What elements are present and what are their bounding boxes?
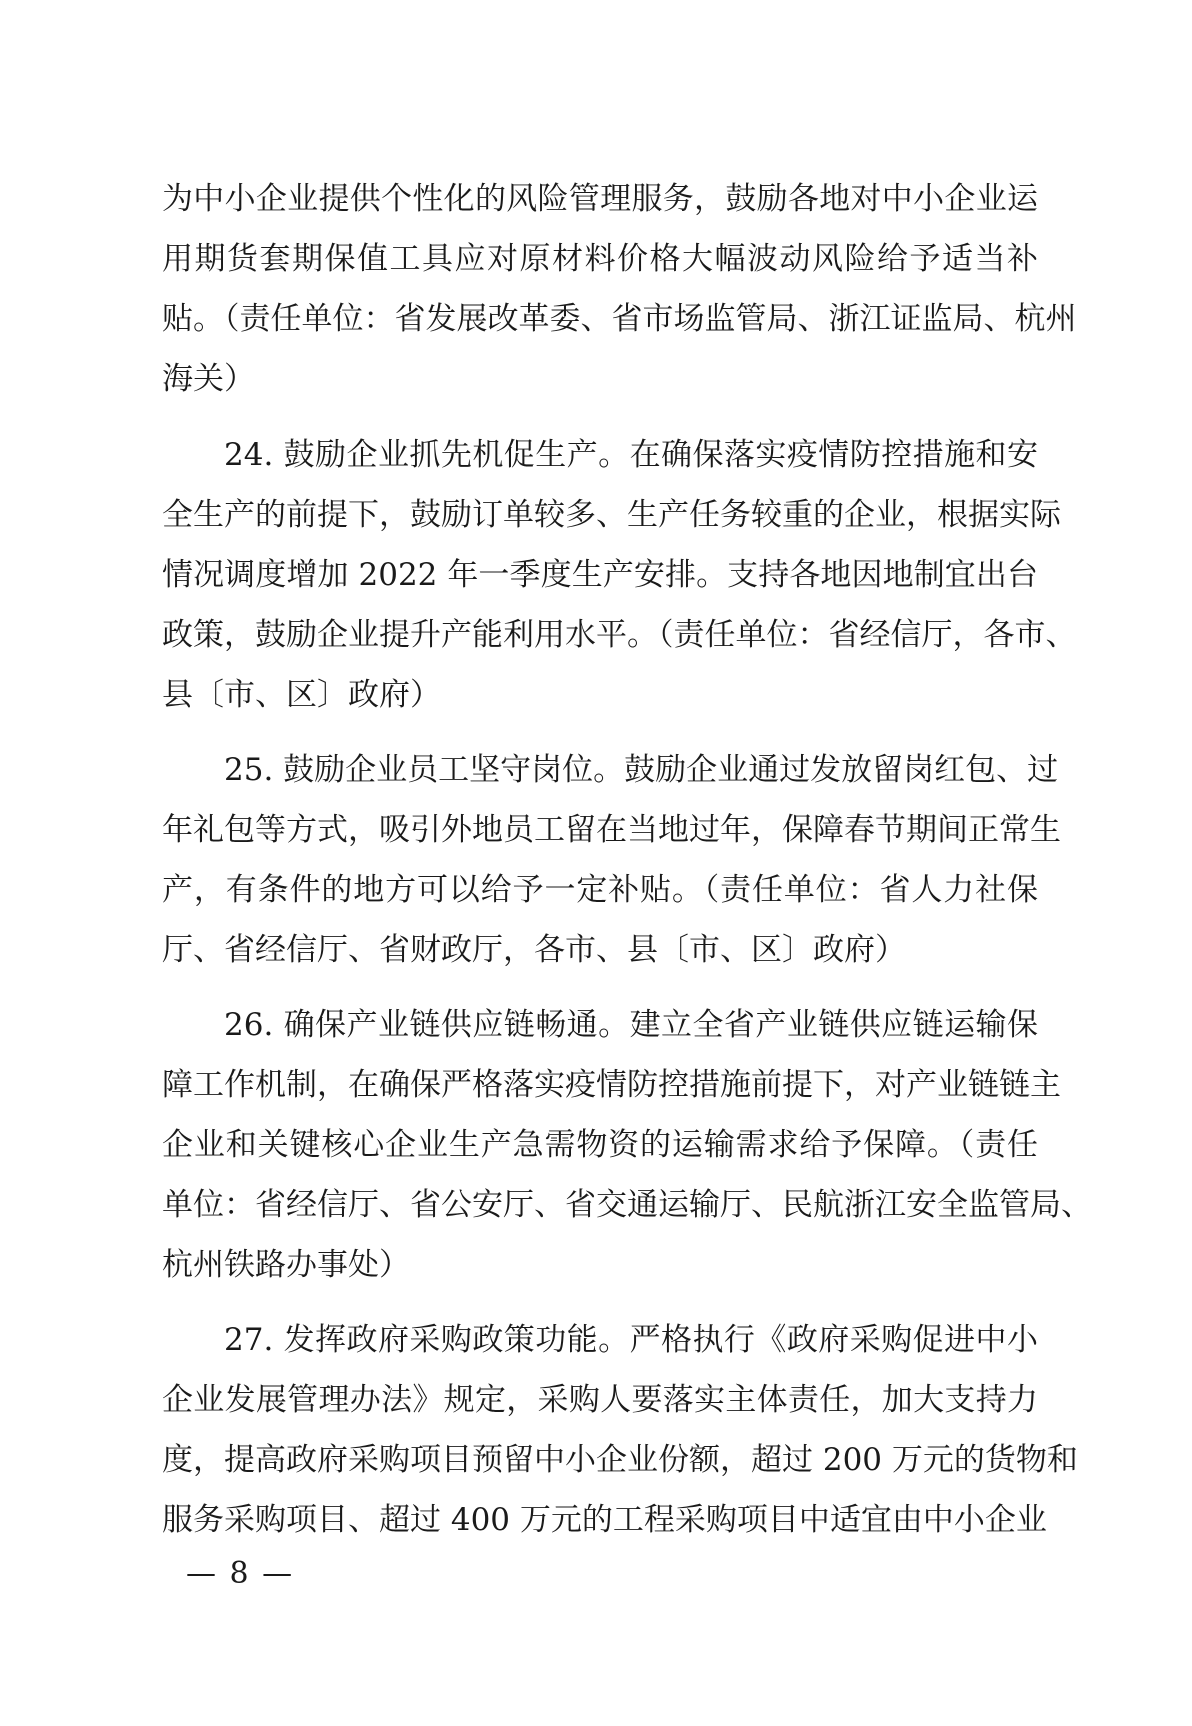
text-line: 度，提高政府采购项目预留中小企业份额，超过 200 万元的货物和 [162,1442,1078,1478]
text-line: 产，有条件的地方可以给予一定补贴。（责任单位：省人力社保 [162,872,1038,908]
text-line: 用期货套期保值工具应对原材料价格大幅波动风险给予适当补 [162,241,1038,277]
text-line: 为中小企业提供个性化的风险管理服务，鼓励各地对中小企业运 [162,181,1038,217]
text-line: 障工作机制，在确保严格落实疫情防控措施前提下，对产业链链主 [162,1067,1061,1103]
item-25-heading-line: 25. 鼓励企业员工坚守岗位。鼓励企业通过发放留岗红包、过 [224,752,1059,788]
text-line: 单位：省经信厅、省公安厅、省交通运输厅、民航浙江安全监管局、 [162,1187,1092,1223]
text-line: 全生产的前提下，鼓励订单较多、生产任务较重的企业，根据实际 [162,497,1061,533]
text-line: 情况调度增加 2022 年一季度生产安排。支持各地因地制宜出台 [162,557,1038,593]
text-line: 贴。（责任单位：省发展改革委、省市场监管局、浙江证监局、杭州 [162,301,1077,337]
text-line: 杭州铁路办事处） [162,1247,410,1283]
item-24-heading-line: 24. 鼓励企业抓先机促生产。在确保落实疫情防控措施和安 [224,437,1038,473]
item-26-heading-line: 26. 确保产业链供应链畅通。建立全省产业链供应链运输保 [224,1007,1038,1043]
text-line: 县〔市、区〕政府） [162,677,441,713]
text-line: 厅、省经信厅、省财政厅，各市、县〔市、区〕政府） [162,932,906,968]
item-27-heading-line: 27. 发挥政府采购政策功能。严格执行《政府采购促进中小 [224,1322,1038,1358]
text-line: 服务采购项目、超过 400 万元的工程采购项目中适宜由中小企业 [162,1502,1047,1538]
text-line: 企业和关键核心企业生产急需物资的运输需求给予保障。（责任 [162,1127,1038,1163]
text-line: 政策，鼓励企业提升产能利用水平。（责任单位：省经信厅，各市、 [162,617,1077,653]
page-number: — 8 — [186,1556,295,1591]
text-line: 海关） [162,361,255,397]
text-line: 年礼包等方式，吸引外地员工留在当地过年，保障春节期间正常生 [162,812,1061,848]
text-line: 企业发展管理办法》规定，采购人要落实主体责任，加大支持力 [162,1382,1038,1418]
